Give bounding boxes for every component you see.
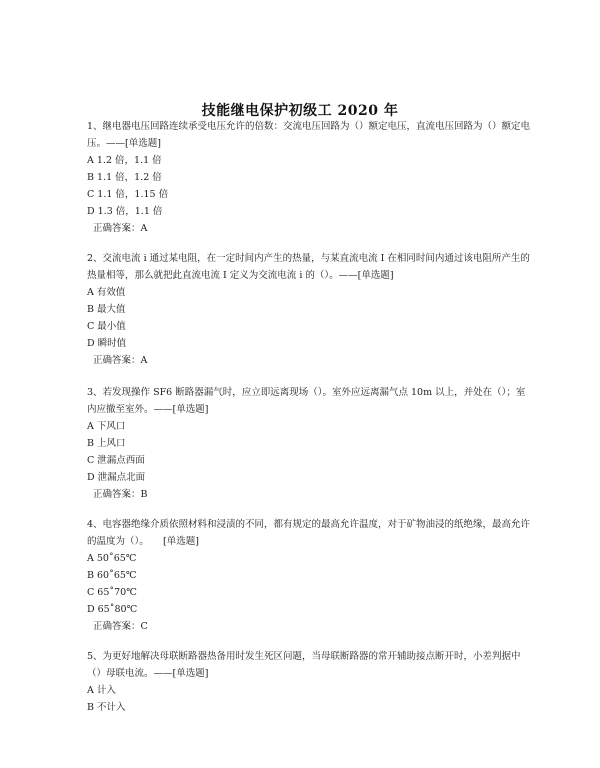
correct-answer: 正确答案：A (93, 223, 148, 234)
correct-answer: 正确答案：A (93, 355, 148, 366)
option-a: A 1.2 倍，1.1 倍 (87, 155, 162, 166)
question-stem: 2、交流电流 i 通过某电阻，在一定时间内产生的热量，与某直流电流 I 在相同时间内通过该电阻所产生的热量相等，那么就把此直流电流 I 定义为交流电流 i 的（）。——[单选题] (87, 253, 530, 281)
question-block (87, 648, 532, 716)
option-b: B 最大值 (87, 304, 126, 315)
option-c: C 泄漏点西面 (87, 455, 145, 466)
question-stem: 1、继电器电压回路连续承受电压允许的倍数：交流电压回路为（）额定电压，直流电压回路为（）额定电压。——[单选题] (87, 121, 531, 149)
option-c: C 65˚70℃ (87, 587, 137, 598)
question-block (87, 118, 532, 237)
option-d: D 65˚80℃ (87, 604, 138, 615)
option-d: D 1.3 倍，1.1 倍 (87, 206, 163, 217)
option-b: B 不计入 (87, 702, 126, 713)
option-d: D 泄漏点北面 (87, 472, 146, 483)
question-block (87, 516, 532, 635)
option-d: D 瞬时值 (87, 338, 127, 349)
option-b: B 1.1 倍，1.2 倍 (87, 172, 162, 183)
question-stem: 3、若发现操作 SF6 断路器漏气时，应立即远离现场（）。室外应远离漏气点 10m 以上，并处在（）；室内应撤至室外。——[单选题] (87, 387, 526, 415)
question-block (87, 384, 532, 503)
option-c: C 1.1 倍，1.15 倍 (87, 189, 169, 200)
option-a: A 计入 (87, 685, 116, 696)
correct-answer: 正确答案：C (93, 621, 148, 632)
correct-answer: 正确答案：B (93, 489, 148, 500)
option-b: B 上风口 (87, 438, 126, 449)
option-a: A 50˚65℃ (87, 553, 137, 564)
option-a: A 下风口 (87, 421, 126, 432)
document-title: 技能继电保护初级工 2020 年 (201, 103, 399, 119)
question-stem: 4、电容器绝缘介质依照材料和浸渍的不同，都有规定的最高允许温度，对于矿物油浸的纸绝缘，最高允许的温度为（）。 [单选题] (87, 519, 531, 547)
option-b: B 60˚65℃ (87, 570, 137, 581)
question-block (87, 250, 532, 369)
option-a: A 有效值 (87, 287, 126, 298)
question-stem: 5、为更好地解决母联断路器热备用时发生死区问题，当母联断路器的常开辅助接点断开时，小差判据中（）母联电流。——[单选题] (87, 651, 521, 679)
option-c: C 最小值 (87, 321, 126, 332)
